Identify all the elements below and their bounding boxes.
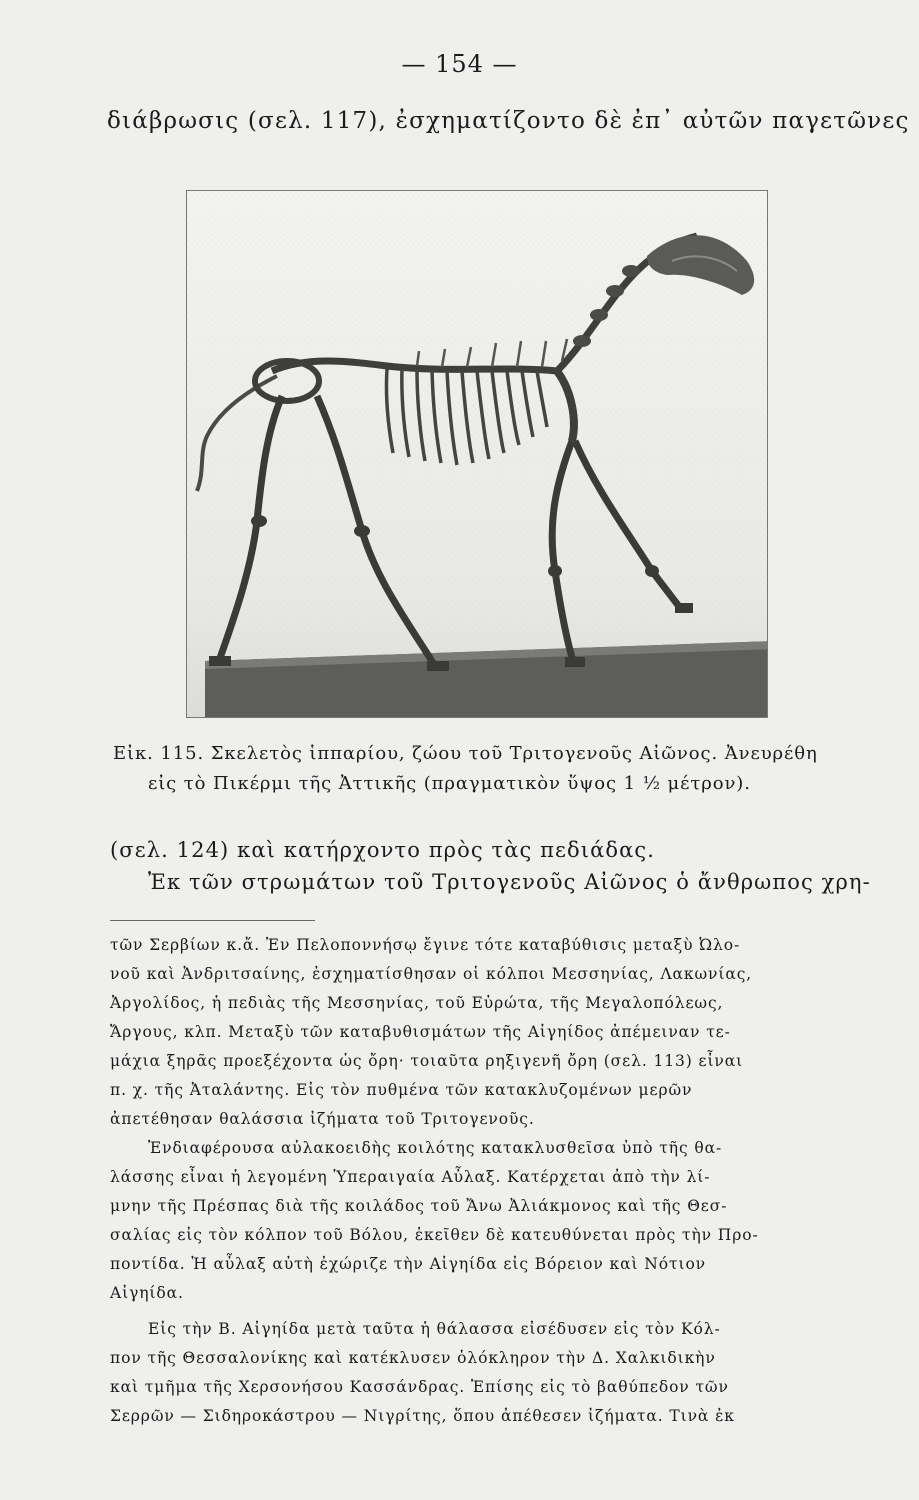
footnote-line: Αἰγηίδα. xyxy=(110,1284,184,1302)
body-line-2: Ἐκ τῶν στρωμάτων τοῦ Τριτογενοῦς Αἰῶνος ὁ ἄνθρωπος χρη- xyxy=(148,870,871,894)
figure-caption-line-2: εἰς τὸ Πικέρμι τῆς Ἀττικῆς (πραγματικὸν ὕψος 1 ½ μέτρον). xyxy=(148,773,751,794)
body-line-1: (σελ. 124) καὶ κατήρχοντο πρὸς τὰς πεδιάδας. xyxy=(110,838,656,862)
footnote-line: μνην τῆς Πρέσπας διὰ τῆς κοιλάδος τοῦ Ἄνω Ἀλιάκμονος καὶ τῆς Θεσ- xyxy=(110,1197,728,1215)
footnote-line: Σερρῶν — Σιδηροκάστρου — Νιγρίτης, ὅπου ἀπέθεσεν ἰζήματα. Τινὰ ἐκ xyxy=(110,1407,735,1425)
footnote-line: λάσσης εἶναι ἡ λεγομένη Ὑπεραιγαία Αὖλαξ. Κατέρχεται ἀπὸ τὴν λί- xyxy=(110,1168,711,1186)
footnote-line: καὶ τμῆμα τῆς Χερσονήσου Κασσάνδρας. Ἐπίσης εἰς τὸ βαθύπεδον τῶν xyxy=(110,1378,729,1396)
horse-skeleton-image xyxy=(187,191,768,718)
footnote-line: νοῦ καὶ Ἀνδριτσαίνης, ἐσχηματίσθησαν οἱ κόλποι Μεσσηνίας, Λακωνίας, xyxy=(110,965,753,983)
footnote-line: ἀπετέθησαν θαλάσσια ἰζήματα τοῦ Τριτογενοῦς. xyxy=(110,1110,535,1128)
footnote-line: μάχια ξηρᾶς προεξέχοντα ὡς ὄρη· τοιαῦτα ρηξιγενῆ ὄρη (σελ. 113) εἶναι xyxy=(110,1052,744,1070)
footnote-line: Ἐνδιαφέρουσα αὐλακοειδὴς κοιλότης κατακλυσθεῖσα ὑπὸ τῆς θα- xyxy=(148,1139,723,1157)
page-number: — 154 — xyxy=(401,50,518,78)
first-text-line: διάβρωσις (σελ. 117), ἐσχηματίζοντο δὲ ἐπ᾽ αὐτῶν παγετῶνες xyxy=(107,108,910,134)
footnote-line: Ἄργους, κλπ. Μεταξὺ τῶν καταβυθισμάτων τῆς Αἰγηίδος ἀπέμειναν τε- xyxy=(110,1023,731,1041)
footnote-line: τῶν Σερβίων κ.ἄ. Ἐν Πελοποννήσῳ ἔγινε τότε καταβύθισις μεταξὺ Ὠλο- xyxy=(110,936,741,954)
footnote-line: ποντίδα. Ἡ αὖλαξ αὐτὴ ἐχώριζε τὴν Αἰγηίδα εἰς Βόρειον καὶ Νότιον xyxy=(110,1255,707,1273)
footnote-line: σαλίας εἰς τὸν κόλπον τοῦ Βόλου, ἐκεῖθεν δὲ κατευθύνεται πρὸς τὴν Προ- xyxy=(110,1226,759,1244)
figure-photo xyxy=(186,190,768,718)
footnote-line: π. χ. τῆς Ἀταλάντης. Εἰς τὸν πυθμένα τῶν κατακλυζομένων μερῶν xyxy=(110,1081,693,1099)
footnote-line: Ἀργολίδος, ἡ πεδιὰς τῆς Μεσσηνίας, τοῦ Εὐρώτα, τῆς Μεγαλοπόλεως, xyxy=(110,994,724,1012)
footnote-line: πον τῆς Θεσσαλονίκης καὶ κατέκλυσεν ὁλόκληρον τὴν Δ. Χαλκιδικὴν xyxy=(110,1349,716,1367)
figure-caption-line-1: Εἰκ. 115. Σκελετὸς ἱππαρίου, ζώου τοῦ Τριτογενοῦς Αἰῶνος. Ἀνευρέθη xyxy=(113,743,818,764)
footnote-rule xyxy=(110,920,315,921)
footnote-line: Εἰς τὴν Β. Αἰγηίδα μετὰ ταῦτα ἡ θάλασσα εἰσέδυσεν εἰς τὸν Κόλ- xyxy=(148,1320,721,1338)
